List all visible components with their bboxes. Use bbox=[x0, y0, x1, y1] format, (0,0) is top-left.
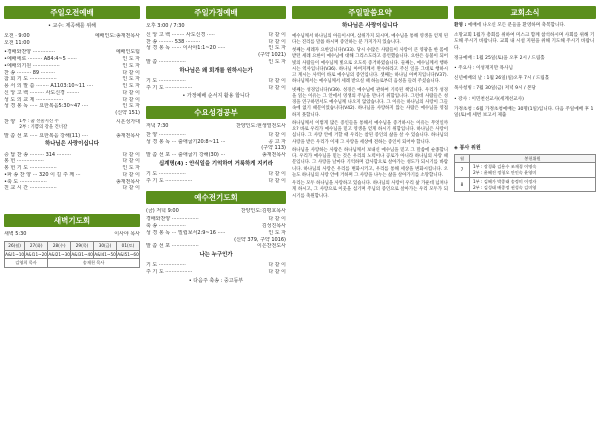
friday-time: (금) 저녁 9:00 찬양인도:김평호목사 bbox=[146, 207, 286, 214]
column-morning bbox=[4, 6, 140, 268]
welcome-note: 환영 : 예배에 나오신 모든 분들을 환영하며 축복합니다. bbox=[454, 23, 566, 28]
dawn-prayer-header: 새벽기도회 bbox=[4, 214, 140, 227]
dawn-day: 26(월) bbox=[5, 241, 25, 250]
wednesday-order-list-2 bbox=[146, 171, 286, 185]
dawn-leader: 김영희 목사 bbox=[5, 259, 48, 268]
order-row: •파 송 찬 양 ··· 320 이 길 주 께 ··· 다 같 이 bbox=[4, 171, 140, 178]
dawn-schedule-table bbox=[4, 241, 140, 268]
order-row: 기 도 ················· 다 같 이 bbox=[146, 77, 286, 84]
order-row: 찬 송 ········· 538 ········· 다 같 이 bbox=[146, 38, 286, 45]
dawn-passage: A&I1~10 bbox=[5, 250, 25, 259]
order-row: 기 도 ················· 다 같 이 bbox=[146, 171, 286, 178]
wednesday-header: 수요성경공부 bbox=[146, 106, 286, 119]
dawn-day: 28(수) bbox=[48, 241, 71, 250]
morning-page-ref: (신약 151) bbox=[115, 110, 140, 116]
wednesday-time: 저녁 7:30 찬양인도:현생열전도사 bbox=[146, 123, 286, 130]
news-item: 소망교회 1월가 총회를 위하여 미스크 함께 참석하시며 사회를 위해 기도해 주시기 바랍니다. 교회 내 시설 지원을 위해 기도해 주시기 바랍니다. bbox=[454, 33, 595, 51]
friday-sermon-title: 나는 누구인가 bbox=[199, 252, 233, 259]
order-row: 말 씀 ················· 인 도 자 bbox=[146, 58, 286, 65]
dawn-info: 새벽 5:30 이사야 목사 bbox=[4, 231, 140, 238]
dawn-passage: A&I21~30 bbox=[48, 250, 71, 259]
order-row: 성 경 봉 독 ··· 출애굽기20:8~11 ··· 공 고 자 bbox=[146, 138, 286, 145]
order-row: 주 기 도 ················· 다 같 이 bbox=[146, 177, 286, 184]
morning-worship-header: 주일오전예배 bbox=[4, 6, 140, 19]
wednesday-order-list bbox=[146, 132, 286, 159]
order-row: (구약 113) bbox=[261, 145, 286, 152]
family-time: 오후 3:00 / 7:30 bbox=[146, 23, 185, 29]
order-row: 축 송 ················· 김성진목사 bbox=[146, 223, 286, 230]
news-item: • 주요사 : 이성재지만 목사님 bbox=[454, 65, 513, 71]
news-item: 신년예배의 날 : 1월 26일(일)오후 7시 / 드림홀 bbox=[454, 76, 550, 82]
morning-order-list-2 bbox=[4, 152, 140, 193]
order-row: 친 교 시 간 ················· 다 같 이 bbox=[4, 185, 140, 192]
duty-month: 7 bbox=[455, 163, 470, 177]
order-row: (구약 1021) bbox=[258, 52, 286, 58]
order-row: •예배의기원 ················· 인 도 자 bbox=[4, 62, 140, 69]
sermon-paragraph: 넷째는 성경입니다(V39). 성경은 예수님에 관하여 기록된 책입니다. 우리가 성경을 읽는 이유는 그 안에서 영생의 주님을 만나기 위함입니다. 그런데 사람들은 성경을 연구하면서도 예수님께 나오지 않았습니다. 그 이유는 하나님의 사랑이 그들 속에 없기 때문이었습니다(V42). 하나님을 사랑하지 않는 사람은 예수님을 영접하지 못합니다. bbox=[292, 87, 448, 118]
choir-row: 찬 양 1부 : 꿈 선물지신 주 2부 : 기쁨의 강을 건너갈 시온성가대 bbox=[4, 118, 140, 130]
order-row: 경배와찬양 ················· 다 같 이 bbox=[146, 216, 286, 223]
dawn-passage: A&I31~40 bbox=[71, 250, 94, 259]
order-row: 참 회 기 도 ················· 인 도 자 bbox=[4, 76, 140, 83]
wednesday-sermon-title: 십계명(4) : 안식일을 기억하여 거룩하게 지키라 bbox=[159, 160, 273, 167]
column-sermon bbox=[292, 6, 448, 202]
family-order-list bbox=[146, 32, 286, 66]
order-row: 성 경 봉 독 ······ 이사야1:1~20 ····· 인 도 자 bbox=[146, 45, 286, 52]
duty-table bbox=[454, 154, 596, 192]
duty-month: 8 bbox=[455, 177, 470, 191]
dawn-passage: A&I11~20 bbox=[25, 250, 48, 259]
friday-order-list bbox=[146, 216, 286, 250]
sermon-body bbox=[292, 34, 448, 200]
sermon-row: 말 씀 선 포 ····· 요한복음 강해(11) ···· 송재천목사 bbox=[4, 132, 140, 139]
morning-time-1: 오전 · 9:00 예배인도:송재천목사 bbox=[4, 32, 140, 39]
sermon-title: 하나님은 사랑이십니다 bbox=[342, 23, 398, 29]
duty-row bbox=[455, 177, 596, 191]
order-row: 성 경 봉 독 ··· 빌립보서2:9~16 ····· 인 도 자 bbox=[146, 229, 286, 236]
order-row: 증 답 찬 송 ········· 314 ········· 다 같 이 bbox=[4, 151, 140, 158]
order-row: 찬 송 ········· 89 ········· 다 같 이 bbox=[4, 69, 140, 76]
order-row: 말 씀 선 포 ··· 출애굽기 강해(30) ··· 송재천목사 bbox=[146, 152, 286, 159]
news-item: 가정초청 : 6월 가정초청예배는 30명(1일)입니다. 다음 주일예배 후 1일(토)에 세번 보고서 제출 bbox=[454, 106, 594, 118]
dawn-leader: 송재천 목사 bbox=[48, 259, 140, 268]
sermon-paragraph: 하나님을 사랑하는 사람은 하나님께서 보내신 예수님을 믿고 그 말씀에 순종합니다. 우리가 예수님을 믿는 것은 우리의 노력이나 공로가 아니라 하나님의 사랑 때문입니다. 그 사랑을 날마다 기억하며 감사함으로 살아가는 성도가 되시기를 바랍니다. 하나님의 사랑은 우리를 변화시키고, 우리를 통해 세상을 변화시킵니다. 오늘도 하나님의 사랑 안에 거하며 그 사랑을 나누는 삶을 살아가기를 소망합니다. bbox=[292, 147, 448, 178]
morning-sermon-title: 하나님은 사랑이십니다 bbox=[45, 141, 99, 148]
order-row: 말 씀 선 포 ················· 이은찬전도사 bbox=[146, 243, 286, 250]
duty-committee: 1부 : 김혜가 박종태 송정미 이정자 2부 : 김성태 배종정 권성숙 김미영 bbox=[470, 177, 596, 191]
duty-head-committee: 봉헌위원 bbox=[470, 154, 596, 163]
sermon-paragraph: 첫째는 세례자 요한입니다(V33). 당시 수많은 사람들이 사랑이 큰 영광을 한 몸에 받던 세례 요한이 예수님에 대해 그리스도라고 증언했습니다. 요한은 등불이 되어 빛의 사람들이 예수님께 빛으로 오도록 증거하였습니다. 둘째는, 예수님께서 행하시는 역사입니다(V36). 하나님 아버지께서 완수하라고 주신 일을 그대로 행하시고 계시는 사역이 바로 예수님의 증언입니다. 셋째는 하나님 아버지입니다(V37). 하나님께서는 예수님께서 세례 받으실 때 하늘로부터 음성을 들려 주셨습니다. bbox=[292, 48, 448, 85]
sermon-paragraph: 예수님께서 하나님의 아들이시며, 삼위가지 되시며, 예수님을 통해 영생을 얻게 된다는 진리를 말씀 하시며 증언하는 분 가지가지 있습니다. bbox=[292, 33, 448, 45]
order-row: (신약 379, 구약 1016) bbox=[234, 236, 286, 243]
news-list bbox=[454, 33, 596, 119]
duty-title: ◈ 봉사 위원 bbox=[454, 145, 481, 152]
news-item: 정규예배 : 1월 25일(토)을 오후 2시 / 드림홀 bbox=[454, 55, 545, 61]
duty-head-month: 월 bbox=[455, 154, 470, 163]
duty-committee: 1부 : 장경화 김용수 조재경 이명숙 2부 : 윤혜진 정청오 안인숙 윤영미 bbox=[470, 163, 596, 177]
dawn-day: 01(토) bbox=[116, 241, 139, 250]
sermon-paragraph: 하나님께서 이렇게 많은 증인들을 통해서 예수님을 증거하시는 이유는 무엇일까요? 바로 우리가 예수님을 믿고 영생을 얻게 하시기 위함입니다. 하나님은 사랑이십니다. 그 사랑 안에 거할 때 우리는 참된 증인의 삶을 살 수 있습니다. 하나님의 사랑을 받은 우리가 이제 그 사랑을 세상에 전하는 증인이 되어야 합니다. bbox=[292, 120, 448, 145]
family-sermon-title: 하나님은 왜 회개를 원하시는가 bbox=[179, 67, 253, 74]
order-row: 봉 헌 기 도 ················· 인 도 자 bbox=[4, 165, 140, 172]
sermon-paragraph: 우리는 모두 하나님을 사랑하고 있습니다. 하나님의 사랑이 우리 삶 가운데 넘쳐나게 하시고, 그 사랑으로 이웃을 섬기며 주님의 증인으로 살아가는 우리 모두가 되시기를 축원합니다. bbox=[292, 181, 448, 199]
news-item: • 강사 : 이민천선교사(세계선교사) bbox=[454, 96, 524, 102]
family-note: • 가정예배 순서지 활용 합니다 bbox=[182, 93, 250, 100]
order-row: •예배에로 ········· A84:4~5 ······ 인 도 자 bbox=[4, 56, 140, 62]
order-row: 성 경 봉 독 ····· 요한복음5:30~47 ···· 인 도 자 bbox=[4, 103, 140, 110]
sermon-summary-header: 주일말씀요약 bbox=[292, 6, 448, 19]
column-family bbox=[146, 6, 286, 285]
duty-row bbox=[455, 163, 596, 177]
order-row: 찬 양 ················· 다 같 이 bbox=[146, 131, 286, 138]
order-row: 신 앙 고 백 ········· 사도신경 ········ 다 같 이 bbox=[4, 89, 140, 96]
church-news-header: 교회소식 bbox=[454, 6, 596, 19]
order-row: 주 기 도 ················· 다 같 이 bbox=[146, 84, 286, 91]
friday-order-list-2 bbox=[146, 262, 286, 276]
dawn-day: 29(목) bbox=[71, 241, 94, 250]
order-row: •경배와찬양 ·············· 예배인도팀 bbox=[4, 49, 140, 56]
order-row: 용 서 의 말 씀 ········ A1103:10~11 ···· 인 도 자 bbox=[4, 83, 140, 89]
column-news bbox=[454, 6, 596, 192]
order-row: •축 도 ················· 송재천목사 bbox=[4, 178, 140, 185]
order-row: 봉 헌 ················· 다 같 이 bbox=[4, 158, 140, 165]
dawn-day: 30(금) bbox=[94, 241, 117, 250]
morning-order-list bbox=[4, 49, 140, 110]
friday-note: • 다음주 축송 : 중고등부 bbox=[188, 277, 244, 284]
morning-time-2: 오전 11:00 bbox=[4, 39, 30, 46]
dawn-passage: A&I41~50 bbox=[94, 250, 117, 259]
dawn-day: 27(화) bbox=[25, 241, 48, 250]
order-row: 주 기 도 ················· 다 같 이 bbox=[146, 269, 286, 276]
family-order-list-2 bbox=[146, 78, 286, 92]
order-row: 기 도 ················· 다 같 이 bbox=[146, 262, 286, 269]
order-row: 신 앙 고 백 ········ 사도신경 ····· 다 같 이 bbox=[146, 31, 286, 38]
morning-intro: • 교수: 제곡해를 위해 bbox=[47, 23, 97, 29]
family-worship-header: 주일가정예배 bbox=[146, 6, 286, 19]
dawn-passage: A&I51~60 bbox=[116, 250, 139, 259]
order-row: 성 도 의 교 제 ················· 다 같 이 bbox=[4, 96, 140, 103]
friday-header: 예수전기도회 bbox=[146, 191, 286, 204]
news-item: 목사청빙 : 7월 30일(금) 저녁 9시 / 본당 bbox=[454, 86, 536, 92]
